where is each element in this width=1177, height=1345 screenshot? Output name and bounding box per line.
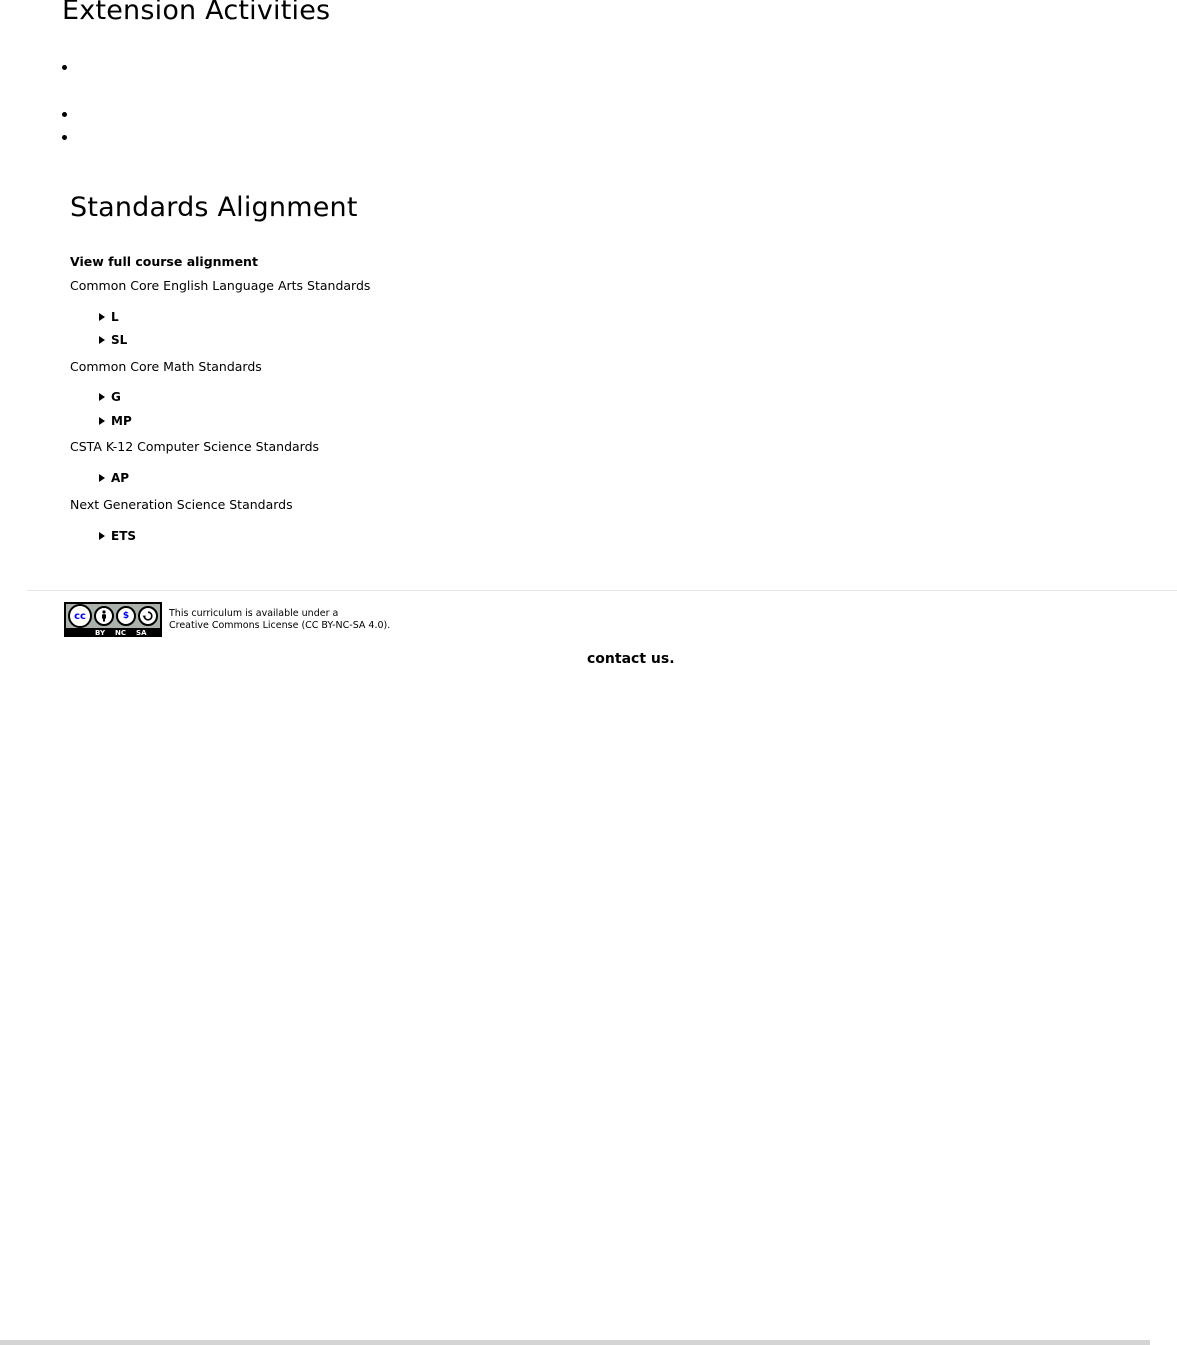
strand-label: ETS [111,529,137,543]
view-full-course-alignment-link[interactable]: View full course alignment [70,254,258,269]
strand-toggle-ets[interactable] [99,528,136,544]
by-icon [94,606,114,626]
sa-icon [138,606,158,626]
bullet-icon [62,65,67,70]
triangle-right-icon [99,532,105,540]
cc-label-nc: NC [115,629,127,637]
strand-toggle-l[interactable] [99,309,119,325]
standards-alignment-heading: Standards Alignment [70,192,358,223]
creative-commons-badge[interactable] [64,602,162,637]
share-alike-icon [142,610,154,622]
person-icon [99,610,109,622]
cc-badge-icons [66,604,160,628]
extension-activities-heading: Extension Activities [62,0,331,26]
license-text [169,608,390,632]
framework-ngss: Next Generation Science Standards [70,497,293,512]
cc-label-sa: SA [136,629,147,637]
cc-icon: cc [68,604,92,628]
license-line-2: Creative Commons License (CC BY-NC-SA 4.0). [169,620,391,631]
horizontal-scrollbar[interactable] [0,1340,1150,1345]
strand-toggle-g[interactable] [99,389,121,405]
triangle-right-icon [99,393,105,401]
triangle-right-icon [99,474,105,482]
strand-label: L [111,310,119,324]
nc-icon: $ [116,606,136,626]
contact-us-link[interactable]: contact us. [587,651,675,667]
strand-toggle-mp[interactable] [99,413,132,429]
cc-badge-labels [95,629,147,637]
strand-toggle-ap[interactable] [99,470,129,486]
strand-label: MP [111,414,132,428]
strand-label: SL [111,333,128,347]
list-item [62,65,68,71]
triangle-right-icon [99,417,105,425]
list-item [62,112,68,118]
list-item [62,135,68,141]
framework-math: Common Core Math Standards [70,359,262,374]
bullet-icon [62,112,67,117]
triangle-right-icon [99,313,105,321]
strand-label: AP [111,471,130,485]
framework-csta: CSTA K-12 Computer Science Standards [70,439,320,454]
footer-divider [27,590,1177,591]
triangle-right-icon [99,336,105,344]
framework-ela: Common Core English Language Arts Standards [70,278,371,293]
bullet-icon [62,135,67,140]
cc-label-by: BY [95,629,106,637]
license-line-1: This curriculum is available under a [169,608,339,619]
strand-toggle-sl[interactable] [99,332,127,348]
strand-label: G [111,390,121,404]
